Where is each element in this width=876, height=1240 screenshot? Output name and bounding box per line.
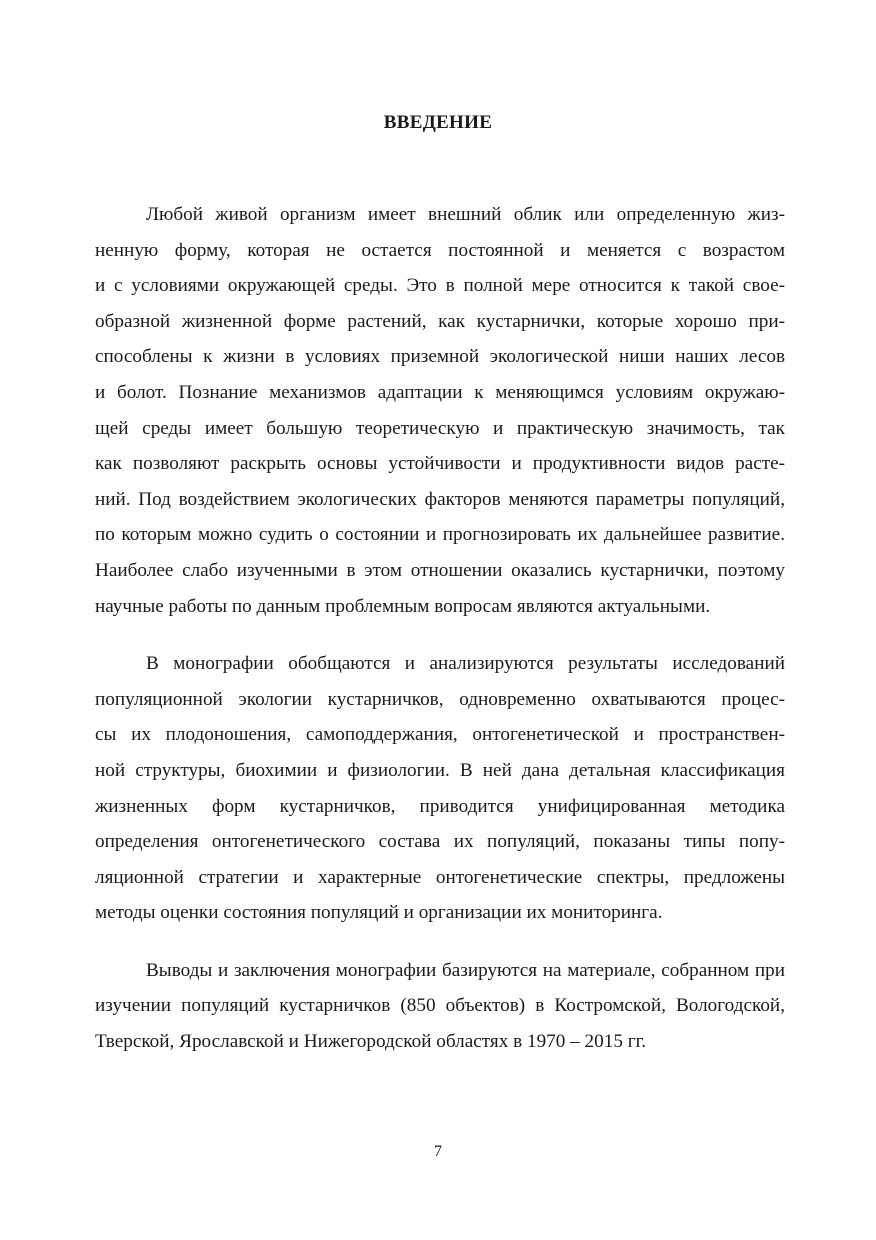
text-line: как позволяют раскрыть основы устойчивости и продуктивности видов расте-: [95, 453, 785, 475]
text-line: изучении популяций кустарничков (850 объектов) в Костромской, Вологодской,: [95, 995, 785, 1017]
paragraph-spacer: [95, 624, 785, 646]
body-text: [95, 197, 785, 1060]
text-line: научные работы по данным проблемным вопросам являются актуальными.: [95, 595, 711, 617]
paragraph-2: [95, 646, 785, 931]
text-line: сы их плодоношения, самоподдержания, онтогенетической и пространствен-: [95, 724, 785, 746]
text-line: Любой живой организм имеет внешний облик или определенную жиз-: [146, 204, 785, 225]
text-line: Выводы и заключения монографии базируются на материале, собранном при: [146, 959, 785, 981]
text-line: методы оценки состояния популяций и организации их мониторинга.: [95, 902, 663, 924]
text-line: и болот. Познание механизмов адаптации к меняющимся условиям окружаю-: [95, 381, 785, 403]
text-line: способлены к жизни в условиях приземной экологической ниши наших лесов: [95, 346, 785, 368]
paragraph-spacer: [95, 931, 785, 953]
text-line: и с условиями окружающей среды. Это в полной мере относится к такой свое-: [95, 275, 785, 297]
text-line: популяционной экологии кустарничков, одновременно охватываются процес-: [95, 688, 785, 710]
page-title: ВВЕДЕНИЕ: [383, 112, 493, 133]
text-line: образной жизненной форме растений, как кустарнички, которые хорошо при-: [95, 310, 785, 332]
page-number: 7: [434, 1143, 442, 1160]
text-line: Наиболее слабо изученными в этом отношении оказались кустарнички, поэтому: [95, 559, 785, 581]
text-line: В монографии обобщаются и анализируются результаты исследований: [146, 653, 785, 675]
text-line: ляционной стратегии и характерные онтогенетические спектры, предложены: [95, 866, 785, 888]
text-line: Тверской, Ярославской и Нижегородской областях в 1970 – 2015 гг.: [95, 1031, 647, 1053]
text-line: по которым можно судить о состоянии и прогнозировать их дальнейшее развитие.: [95, 524, 785, 546]
text-line: жизненных форм кустарничков, приводится унифицированная методика: [95, 795, 785, 817]
text-line: определения онтогенетического состава их популяций, показаны типы попу-: [95, 831, 785, 853]
text-line: ной структуры, биохимии и физиологии. В ней дана детальная классификация: [95, 759, 785, 781]
text-line: ний. Под воздействием экологических факторов меняются параметры популяций,: [95, 488, 785, 510]
text-line: щей среды имеет большую теоретическую и практическую значимость, так: [95, 417, 785, 439]
paragraph-1: [95, 197, 785, 624]
text-line: ненную форму, которая не остается постоянной и меняется с возрастом: [95, 239, 785, 261]
paragraph-3: [95, 953, 785, 1060]
